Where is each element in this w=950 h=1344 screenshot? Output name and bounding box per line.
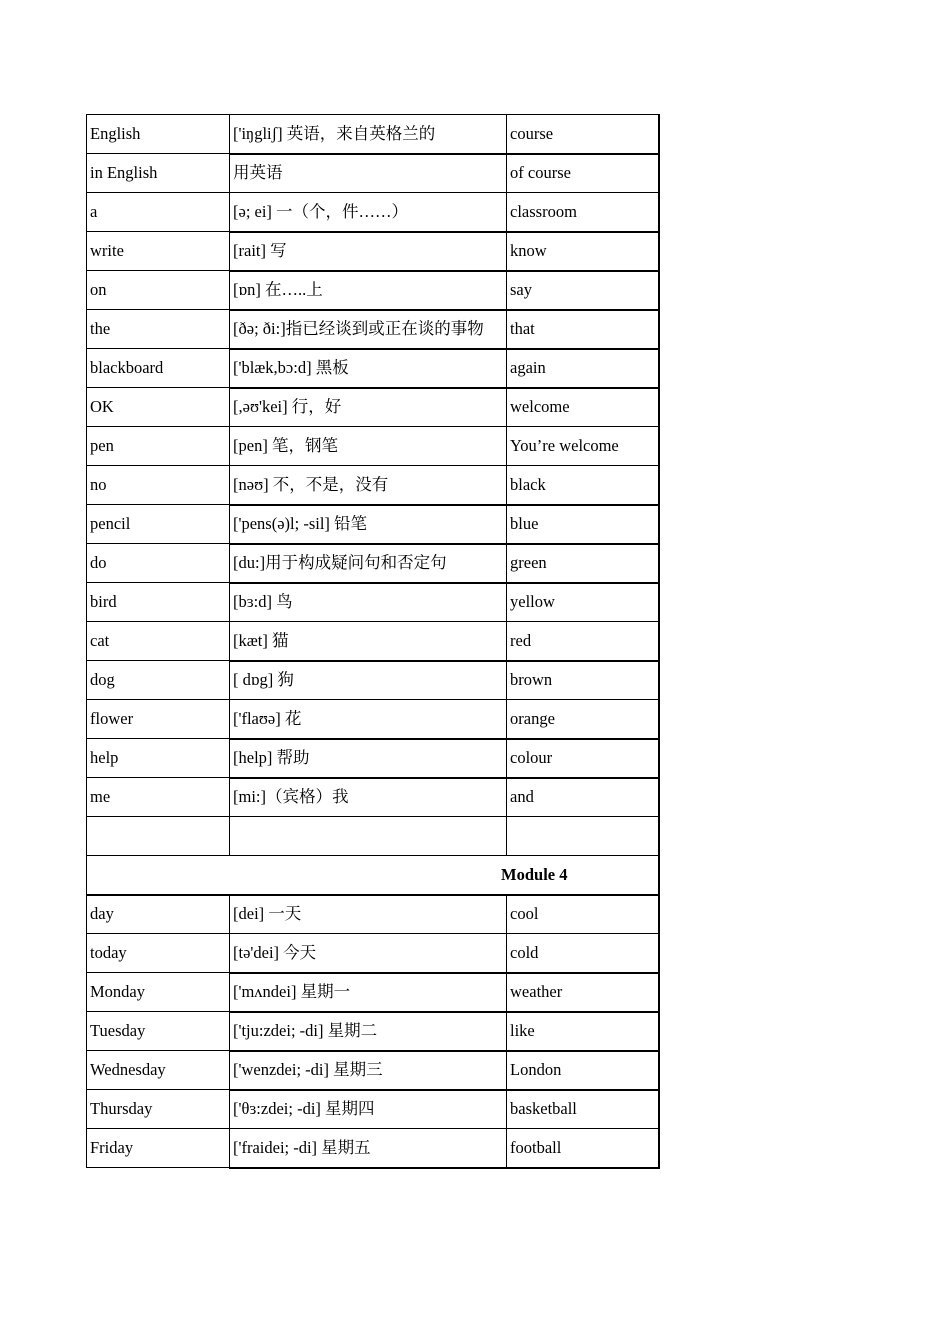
table-row (87, 1129, 659, 1168)
table-row (87, 1090, 659, 1129)
phonetic-definition-cell: [help] 帮助 (230, 739, 507, 778)
table-row (87, 505, 659, 544)
vocabulary-table (86, 114, 660, 1169)
phonetic-definition-cell: ['tju:zdei; -di] 星期二 (230, 1012, 507, 1051)
table-row (87, 310, 659, 349)
word-cell: write (87, 232, 230, 271)
table-row (87, 661, 659, 700)
extra-word-cell: say (507, 271, 659, 310)
word-cell: help (87, 739, 230, 778)
table-row (87, 739, 659, 778)
word-cell: cat (87, 622, 230, 661)
extra-word-cell: London (507, 1051, 659, 1090)
extra-word-cell: cool (507, 895, 659, 934)
section-header-row (87, 856, 659, 895)
phonetic-definition-cell: [,əʊ'kei] 行，好 (230, 388, 507, 427)
extra-word-cell: colour (507, 739, 659, 778)
extra-word-cell (507, 817, 659, 856)
phonetic-definition-cell: [ dɒg] 狗 (230, 661, 507, 700)
extra-word-cell: football (507, 1129, 659, 1168)
word-cell: day (87, 895, 230, 934)
section-header: Module 4 (87, 856, 659, 895)
table-row (87, 349, 659, 388)
table-row (87, 427, 659, 466)
extra-word-cell: classroom (507, 193, 659, 232)
word-cell (87, 817, 230, 856)
phonetic-definition-cell: ['θɜ:zdei; -di] 星期四 (230, 1090, 507, 1129)
word-cell: today (87, 934, 230, 973)
word-cell: Tuesday (87, 1012, 230, 1051)
word-cell: do (87, 544, 230, 583)
word-cell: Monday (87, 973, 230, 1012)
word-cell: in English (87, 154, 230, 193)
phonetic-definition-cell: [ɒn] 在…..上 (230, 271, 507, 310)
word-cell: English (87, 115, 230, 154)
phonetic-definition-cell: ['iŋgliʃ] 英语，来自英格兰的 (230, 115, 507, 154)
word-cell: pencil (87, 505, 230, 544)
extra-word-cell: yellow (507, 583, 659, 622)
table-row (87, 778, 659, 817)
table-row (87, 1051, 659, 1090)
extra-word-cell: course (507, 115, 659, 154)
extra-word-cell: and (507, 778, 659, 817)
table-row (87, 895, 659, 934)
vocabulary-table-body (87, 115, 659, 1168)
extra-word-cell: of course (507, 154, 659, 193)
phonetic-definition-cell: [pen] 笔，钢笔 (230, 427, 507, 466)
table-row (87, 388, 659, 427)
word-cell: the (87, 310, 230, 349)
table-row (87, 544, 659, 583)
phonetic-definition-cell: 用英语 (230, 154, 507, 193)
word-cell: Wednesday (87, 1051, 230, 1090)
phonetic-definition-cell: [du:]用于构成疑问句和否定句 (230, 544, 507, 583)
word-cell: Friday (87, 1129, 230, 1168)
word-cell: OK (87, 388, 230, 427)
word-cell: no (87, 466, 230, 505)
extra-word-cell: blue (507, 505, 659, 544)
table-row (87, 700, 659, 739)
extra-word-cell: red (507, 622, 659, 661)
table-row (87, 232, 659, 271)
phonetic-definition-cell: ['flaʊə] 花 (230, 700, 507, 739)
phonetic-definition-cell (230, 817, 507, 856)
word-cell: bird (87, 583, 230, 622)
extra-word-cell: again (507, 349, 659, 388)
table-row (87, 583, 659, 622)
word-cell: Thursday (87, 1090, 230, 1129)
word-cell: pen (87, 427, 230, 466)
table-row (87, 193, 659, 232)
extra-word-cell: cold (507, 934, 659, 973)
phonetic-definition-cell: ['blæk,bɔ:d] 黑板 (230, 349, 507, 388)
table-row (87, 154, 659, 193)
phonetic-definition-cell: [dei] 一天 (230, 895, 507, 934)
word-cell: on (87, 271, 230, 310)
extra-word-cell: green (507, 544, 659, 583)
phonetic-definition-cell: ['pens(ə)l; -sil] 铅笔 (230, 505, 507, 544)
table-row (87, 817, 659, 856)
extra-word-cell: that (507, 310, 659, 349)
extra-word-cell: welcome (507, 388, 659, 427)
phonetic-definition-cell: ['mʌndei] 星期一 (230, 973, 507, 1012)
phonetic-definition-cell: [kæt] 猫 (230, 622, 507, 661)
phonetic-definition-cell: [ə; ei] 一（个，件……） (230, 193, 507, 232)
phonetic-definition-cell: [rait] 写 (230, 232, 507, 271)
table-row (87, 115, 659, 154)
table-row (87, 271, 659, 310)
extra-word-cell: weather (507, 973, 659, 1012)
extra-word-cell: orange (507, 700, 659, 739)
word-cell: blackboard (87, 349, 230, 388)
table-row (87, 622, 659, 661)
phonetic-definition-cell: ['wenzdei; -di] 星期三 (230, 1051, 507, 1090)
phonetic-definition-cell: [bɜ:d] 鸟 (230, 583, 507, 622)
phonetic-definition-cell: ['fraidei; -di] 星期五 (230, 1129, 507, 1168)
extra-word-cell: You’re welcome (507, 427, 659, 466)
word-cell: flower (87, 700, 230, 739)
table-row (87, 934, 659, 973)
extra-word-cell: know (507, 232, 659, 271)
phonetic-definition-cell: [mi:]（宾格）我 (230, 778, 507, 817)
phonetic-definition-cell: [ðə; ði:]指已经谈到或正在谈的事物 (230, 310, 507, 349)
extra-word-cell: basketball (507, 1090, 659, 1129)
extra-word-cell: like (507, 1012, 659, 1051)
word-cell: me (87, 778, 230, 817)
phonetic-definition-cell: [tə'dei] 今天 (230, 934, 507, 973)
word-cell: a (87, 193, 230, 232)
table-row (87, 1012, 659, 1051)
extra-word-cell: brown (507, 661, 659, 700)
table-row (87, 973, 659, 1012)
phonetic-definition-cell: [nəʊ] 不，不是，没有 (230, 466, 507, 505)
word-cell: dog (87, 661, 230, 700)
extra-word-cell: black (507, 466, 659, 505)
table-row (87, 466, 659, 505)
